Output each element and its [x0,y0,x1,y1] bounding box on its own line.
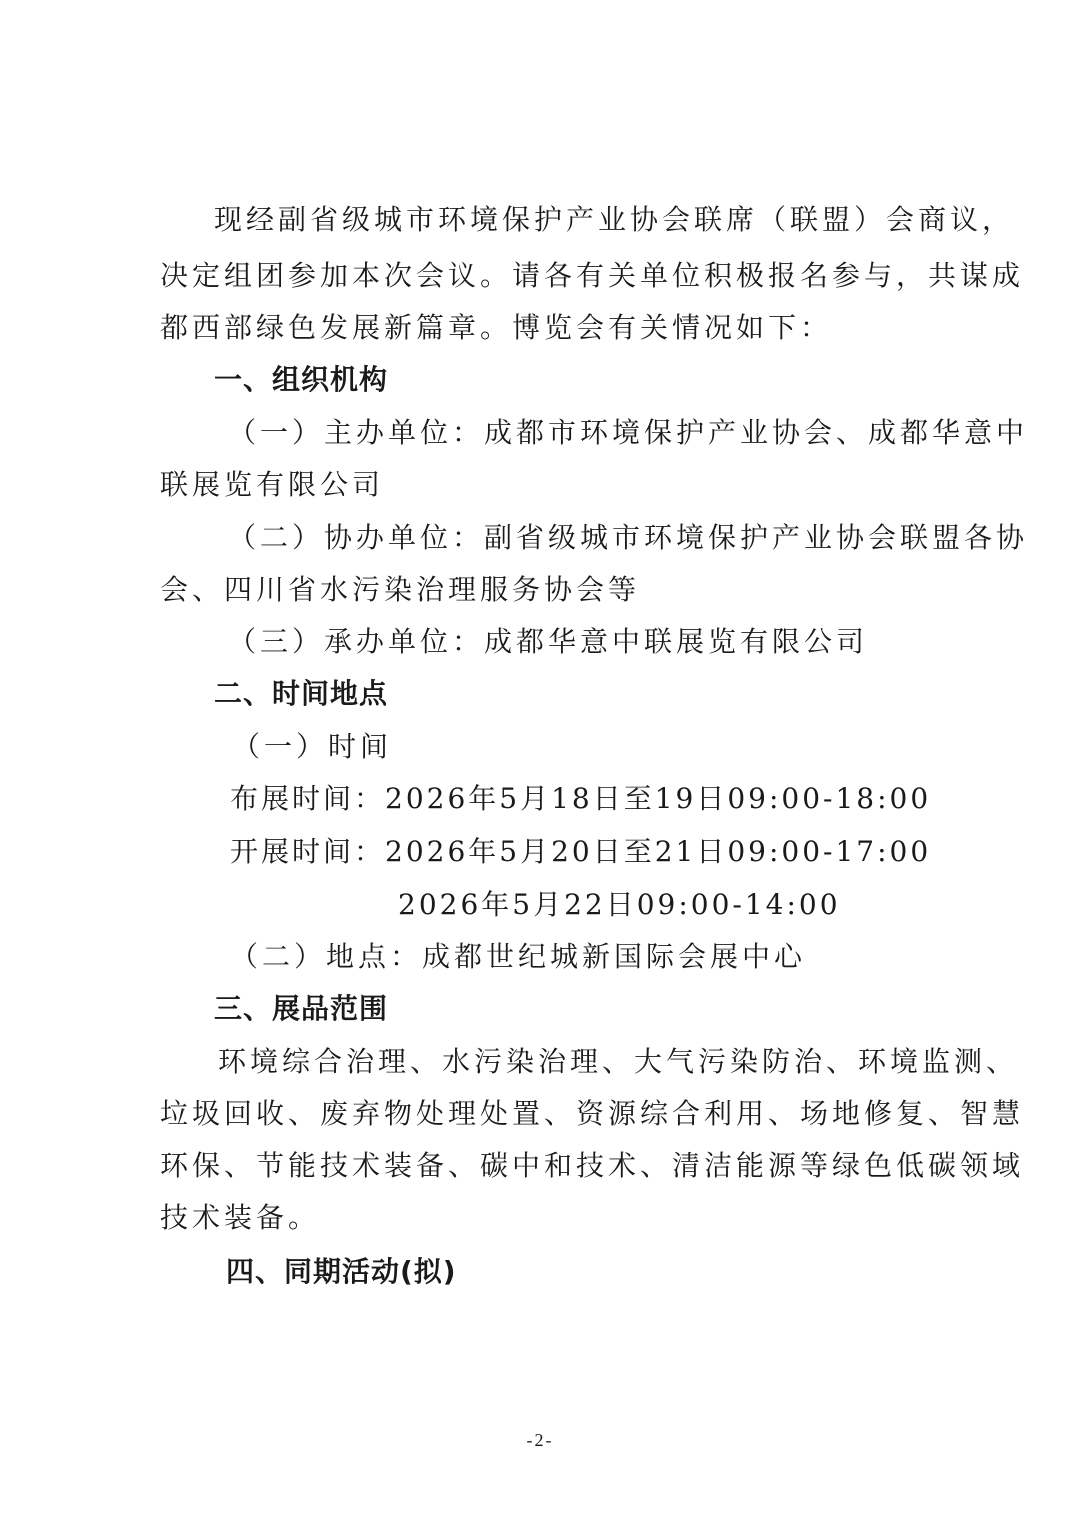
venue-line: （二）地点：成都世纪城新国际会展中心 [230,940,807,973]
scope-line-1: 环境综合治理、水污染治理、大气污染防治、环境监测、 [218,1045,1019,1078]
time-subheading: （一）时间 [232,730,393,763]
co-organizer-line-2: 会、四川省水污染治理服务协会等 [160,573,641,606]
intro-line-2: 决定组团参加本次会议。请各有关单位积极报名参与，共谋成 [160,259,1025,292]
intro-line-1: 现经副省级城市环境保护产业协会联席（联盟）会商议， [214,203,1015,236]
section-3-heading: 三、展品范围 [214,992,389,1025]
section-2-heading: 二、时间地点 [214,677,389,710]
scope-line-2: 垃圾回收、废弃物处理处置、资源综合利用、场地修复、智慧 [160,1097,1025,1130]
section-4-heading: 四、同期活动(拟) [226,1255,457,1288]
page-number: -2- [526,1430,554,1450]
intro-line-3: 都西部绿色发展新篇章。博览会有关情况如下： [160,311,833,344]
undertaker-line: （三）承办单位：成都华意中联展览有限公司 [228,625,869,658]
scope-line-3: 环保、节能技术装备、碳中和技术、清洁能源等绿色低碳领域 [160,1149,1025,1182]
co-organizer-line-1: （二）协办单位：副省级城市环境保护产业协会联盟各协 [228,521,1029,554]
organizer-line-1: （一）主办单位：成都市环境保护产业协会、成都华意中 [228,416,1029,449]
section-1-heading: 一、组织机构 [214,363,389,396]
open-time-2: 2026年5月22日09:00-14:00 [398,888,841,921]
open-time-1: 开展时间：2026年5月20日至21日09:00-17:00 [230,835,932,868]
setup-time: 布展时间：2026年5月18日至19日09:00-18:00 [230,782,932,815]
organizer-line-2: 联展览有限公司 [160,468,385,501]
scope-line-4: 技术装备。 [160,1201,321,1234]
